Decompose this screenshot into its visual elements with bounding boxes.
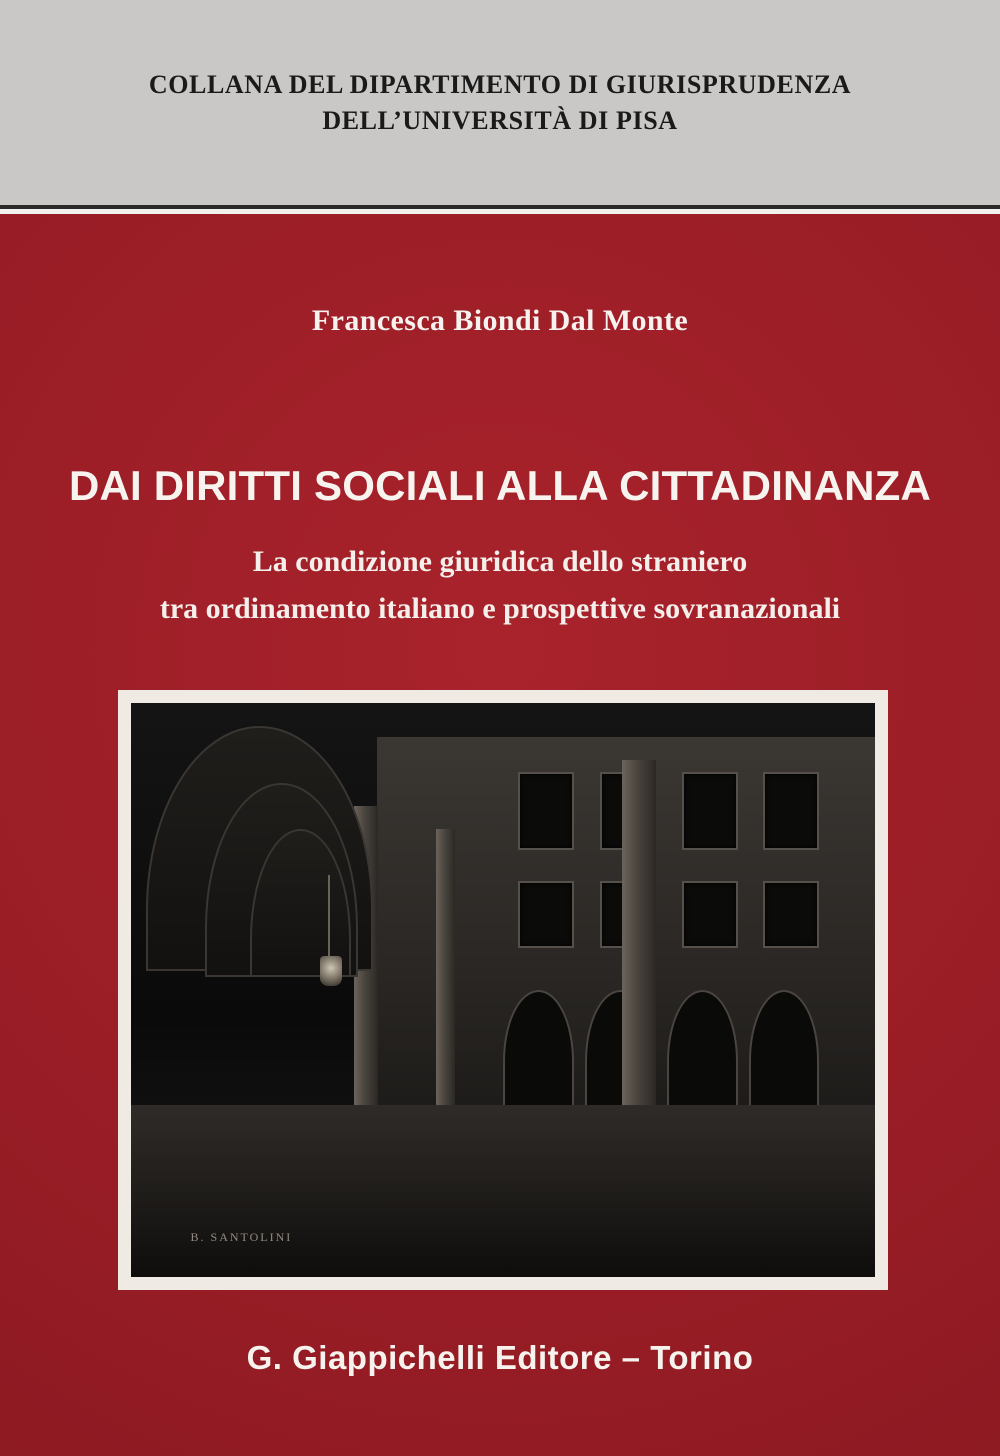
cover-illustration (131, 703, 875, 1277)
book-subtitle (0, 539, 1000, 632)
book-subtitle-line-1: La condizione giuridica dello straniero (252, 545, 748, 578)
illustration-window (763, 772, 819, 851)
illustration-lamp (320, 956, 342, 986)
illustration-window (518, 881, 574, 948)
cover-main-panel (0, 214, 1000, 1456)
book-title: DAI DIRITTI SOCIALI ALLA CITTADINANZA (68, 462, 932, 509)
cover-illustration-frame (118, 690, 888, 1290)
series-band (0, 0, 1000, 205)
illustration-window (763, 881, 819, 948)
publisher-name: G. Giappichelli Editore – Torino (246, 1339, 754, 1376)
illustration-window (682, 772, 738, 851)
illustration-column (436, 829, 455, 1150)
book-subtitle-line-2: tra ordinamento italiano e prospettive sovranazionali (159, 591, 841, 625)
illustration-lamp-cord (328, 875, 330, 955)
series-title-line-1: COLLANA DEL DIPARTIMENTO DI GIURISPRUDENZA (148, 70, 852, 100)
series-title-line-2: DELL’UNIVERSITÀ DI PISA (322, 105, 678, 135)
illustration-signature: B. SANTOLINI (190, 1230, 293, 1245)
illustration-window (682, 881, 738, 948)
illustration-window (518, 772, 574, 851)
author-name: Francesca Biondi Dal Monte (311, 304, 689, 337)
illustration-floor (131, 1105, 875, 1277)
